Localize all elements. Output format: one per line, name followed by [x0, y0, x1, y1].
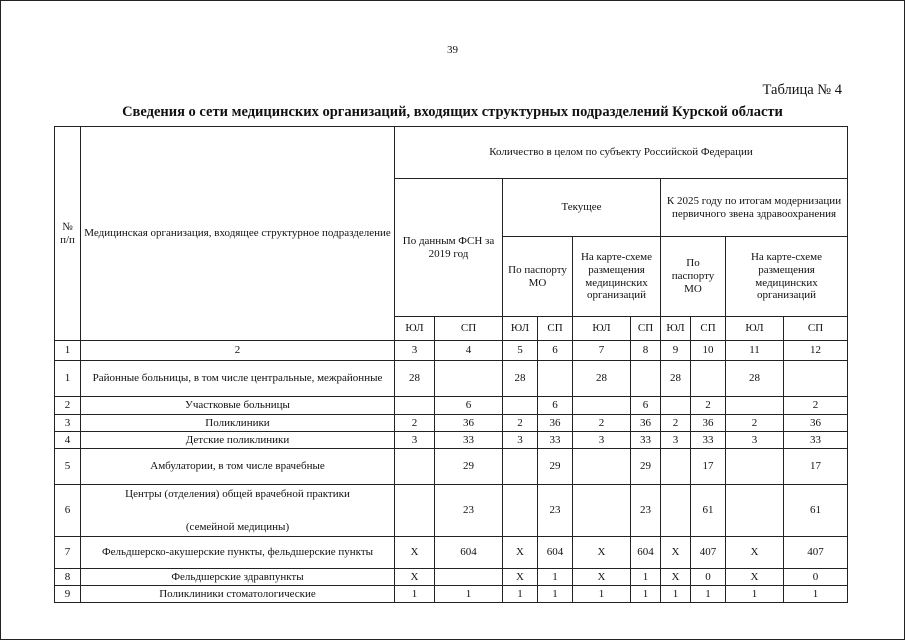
value-cell: 1: [691, 586, 726, 603]
header-sp: СП: [691, 317, 726, 341]
row-number: 6: [55, 485, 81, 537]
value-cell: 1: [503, 586, 538, 603]
value-cell: 3: [573, 432, 631, 449]
header-num: № п/п: [55, 127, 81, 341]
table-row: [55, 537, 848, 569]
value-cell: 29: [631, 449, 661, 485]
value-cell: [435, 361, 503, 397]
value-cell: 36: [691, 415, 726, 432]
org-name-extra: (семейной медицины): [185, 520, 290, 533]
column-number: 9: [661, 341, 691, 361]
value-cell: 36: [784, 415, 848, 432]
org-name: Фельдшерско-акушерские пункты, фельдшерские пункты: [81, 537, 395, 569]
value-cell: 33: [631, 432, 661, 449]
value-cell: 17: [691, 449, 726, 485]
value-cell: 2: [661, 415, 691, 432]
value-cell: 604: [631, 537, 661, 569]
header-map-current: На карте-схеме размещения медицинских организаций: [573, 237, 661, 317]
value-cell: 0: [784, 569, 848, 586]
value-cell: 604: [538, 537, 573, 569]
header-row-1: [55, 127, 848, 179]
value-cell: Х: [503, 569, 538, 586]
value-cell: 407: [691, 537, 726, 569]
header-sp: СП: [784, 317, 848, 341]
value-cell: 1: [538, 586, 573, 603]
value-cell: 61: [691, 485, 726, 537]
header-org: Медицинская организация, входящее структурное подразделение: [81, 127, 395, 341]
value-cell: 29: [538, 449, 573, 485]
table-row: [55, 485, 848, 537]
column-number: 7: [573, 341, 631, 361]
header-sp: СП: [631, 317, 661, 341]
value-cell: [503, 397, 538, 415]
column-number: 3: [395, 341, 435, 361]
org-name: Районные больницы, в том числе центральные, межрайонные: [81, 361, 395, 397]
value-cell: 61: [784, 485, 848, 537]
header-fsn: По данным ФСН за 2019 год: [395, 179, 503, 317]
value-cell: 28: [726, 361, 784, 397]
row-number: 7: [55, 537, 81, 569]
value-cell: 28: [661, 361, 691, 397]
header-ul: ЮЛ: [661, 317, 691, 341]
table-row: [55, 449, 848, 485]
value-cell: [726, 485, 784, 537]
value-cell: 1: [631, 569, 661, 586]
value-cell: Х: [661, 537, 691, 569]
value-cell: Х: [573, 537, 631, 569]
org-name: Детские поликлиники: [81, 432, 395, 449]
table-body: [55, 127, 848, 603]
header-sp: СП: [538, 317, 573, 341]
header-ul: ЮЛ: [726, 317, 784, 341]
value-cell: 2: [573, 415, 631, 432]
value-cell: 23: [631, 485, 661, 537]
value-cell: [503, 485, 538, 537]
column-number: 10: [691, 341, 726, 361]
value-cell: Х: [726, 537, 784, 569]
column-number: 1: [55, 341, 81, 361]
value-cell: [726, 449, 784, 485]
header-passport-2025: По паспорту МО: [661, 237, 726, 317]
table-row: [55, 569, 848, 586]
value-cell: 1: [395, 586, 435, 603]
header-2025: К 2025 году по итогам модернизации первичного звена здравоохранения: [661, 179, 848, 237]
row-number: 3: [55, 415, 81, 432]
column-number: 2: [81, 341, 395, 361]
row-number: 9: [55, 586, 81, 603]
org-name: Фельдшерские здравпункты: [81, 569, 395, 586]
value-cell: 2: [691, 397, 726, 415]
value-cell: Х: [661, 569, 691, 586]
column-number: 12: [784, 341, 848, 361]
table-row: [55, 361, 848, 397]
value-cell: Х: [726, 569, 784, 586]
value-cell: Х: [395, 537, 435, 569]
network-table: [54, 126, 848, 603]
value-cell: 2: [395, 415, 435, 432]
value-cell: [573, 449, 631, 485]
value-cell: [661, 485, 691, 537]
column-number: 8: [631, 341, 661, 361]
header-map-2025: На карте-схеме размещения медицинских организаций: [726, 237, 848, 317]
value-cell: [573, 485, 631, 537]
value-cell: 2: [784, 397, 848, 415]
value-cell: 1: [661, 586, 691, 603]
value-cell: 36: [631, 415, 661, 432]
header-sp: СП: [435, 317, 503, 341]
value-cell: 6: [631, 397, 661, 415]
value-cell: 33: [435, 432, 503, 449]
value-cell: 36: [538, 415, 573, 432]
value-cell: [395, 397, 435, 415]
value-cell: 28: [503, 361, 538, 397]
value-cell: [726, 397, 784, 415]
header-total: Количество в целом по субъекту Российской Федерации: [395, 127, 848, 179]
value-cell: 2: [726, 415, 784, 432]
value-cell: 3: [726, 432, 784, 449]
value-cell: [395, 449, 435, 485]
value-cell: 1: [631, 586, 661, 603]
header-ul: ЮЛ: [503, 317, 538, 341]
page-number: 39: [447, 44, 458, 56]
org-name: [81, 485, 395, 537]
value-cell: Х: [573, 569, 631, 586]
value-cell: 6: [435, 397, 503, 415]
value-cell: 1: [784, 586, 848, 603]
table-row: [55, 586, 848, 603]
org-name-main: Центры (отделения) общей врачебной практики: [125, 487, 350, 500]
value-cell: 1: [726, 586, 784, 603]
org-name: Амбулатории, в том числе врачебные: [81, 449, 395, 485]
table-row: [55, 397, 848, 415]
value-cell: 3: [661, 432, 691, 449]
table-row: [55, 432, 848, 449]
value-cell: 28: [573, 361, 631, 397]
value-cell: [435, 569, 503, 586]
value-cell: 0: [691, 569, 726, 586]
value-cell: [784, 361, 848, 397]
value-cell: 1: [435, 586, 503, 603]
row-number: 5: [55, 449, 81, 485]
value-cell: [661, 397, 691, 415]
table-label: Таблица № 4: [762, 82, 842, 98]
value-cell: [691, 361, 726, 397]
header-current: Текущее: [503, 179, 661, 237]
value-cell: [631, 361, 661, 397]
value-cell: 6: [538, 397, 573, 415]
value-cell: 2: [503, 415, 538, 432]
row-number: 1: [55, 361, 81, 397]
value-cell: [661, 449, 691, 485]
org-name: Участковые больницы: [81, 397, 395, 415]
row-number: 4: [55, 432, 81, 449]
org-name: Поликлиники стоматологические: [81, 586, 395, 603]
value-cell: [538, 361, 573, 397]
column-number: 6: [538, 341, 573, 361]
column-number-row: [55, 341, 848, 361]
value-cell: 28: [395, 361, 435, 397]
value-cell: Х: [503, 537, 538, 569]
value-cell: 1: [573, 586, 631, 603]
value-cell: 33: [538, 432, 573, 449]
org-name: Поликлиники: [81, 415, 395, 432]
value-cell: Х: [395, 569, 435, 586]
column-number: 4: [435, 341, 503, 361]
value-cell: 33: [784, 432, 848, 449]
row-number: 2: [55, 397, 81, 415]
value-cell: 23: [538, 485, 573, 537]
row-number: 8: [55, 569, 81, 586]
value-cell: 407: [784, 537, 848, 569]
table-title: Сведения о сети медицинских организаций, входящих структурных подразделений Курской области: [122, 104, 783, 120]
value-cell: 604: [435, 537, 503, 569]
value-cell: [503, 449, 538, 485]
value-cell: 3: [395, 432, 435, 449]
header-passport-current: По паспорту МО: [503, 237, 573, 317]
value-cell: 33: [691, 432, 726, 449]
header-ul: ЮЛ: [573, 317, 631, 341]
value-cell: [395, 485, 435, 537]
column-number: 11: [726, 341, 784, 361]
value-cell: 23: [435, 485, 503, 537]
header-ul: ЮЛ: [395, 317, 435, 341]
table-row: [55, 415, 848, 432]
value-cell: [573, 397, 631, 415]
value-cell: 36: [435, 415, 503, 432]
value-cell: 17: [784, 449, 848, 485]
column-number: 5: [503, 341, 538, 361]
value-cell: 3: [503, 432, 538, 449]
value-cell: 1: [538, 569, 573, 586]
value-cell: 29: [435, 449, 503, 485]
